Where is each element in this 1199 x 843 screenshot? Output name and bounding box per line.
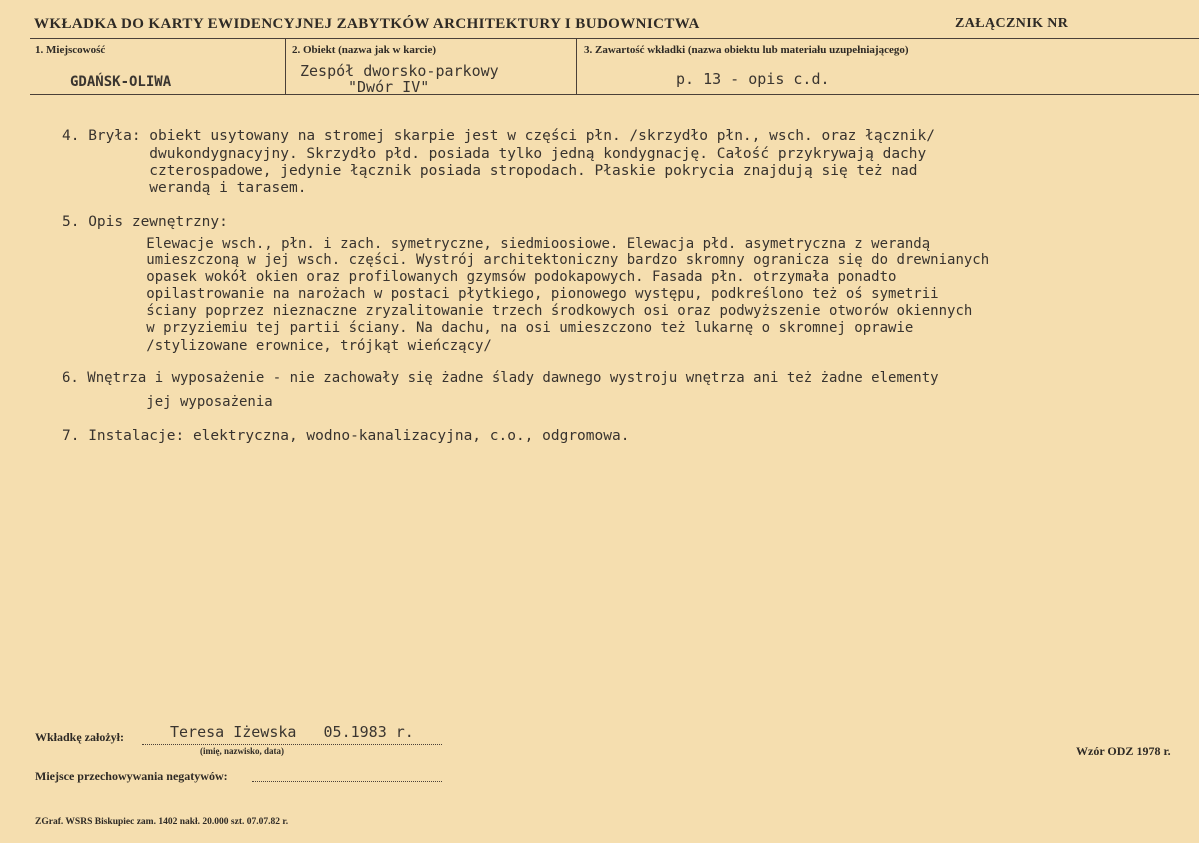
body-line: czterospadowe, jedynie łącznik posiada stropodach. Płaskie pokrycia znajdują się też nad [62, 163, 918, 179]
field-object-label: 2. Obiekt (nazwa jak w karcie) [292, 44, 437, 56]
field-divider-2 [576, 38, 577, 94]
field-contents-label: 3. Zawartość wkładki (nazwa obiektu lub materiału uzupełniającego) [584, 44, 909, 56]
body-line: werandą i tarasem. [62, 180, 307, 196]
field-contents-value: p. 13 - opis c.d. [676, 70, 830, 88]
fields-bottom-divider [30, 94, 1199, 95]
author-value: Teresa Iżewska 05.1983 r. [170, 723, 414, 741]
body-line: opasek wokół okien oraz profilowanych gzymsów podokapowych. Fasada płn. otrzymała ponadto [62, 269, 897, 285]
field-locality-label: 1. Miejscowość [35, 44, 106, 56]
body-line: dwukondygnacyjny. Skrzydło płd. posiada tylko jedną kondygnację. Całość przykrywają dachy [62, 146, 927, 162]
field-divider-1 [285, 38, 286, 94]
field-object-value-line2: "Dwór IV" [348, 78, 430, 96]
author-line [142, 744, 442, 745]
body-line: opilastrowanie na narożach w postaci płytkiego, pionowego występu, podkreślono też oś symetrii [62, 286, 939, 302]
attachment-number-label: ZAŁĄCZNIK NR [955, 16, 1069, 31]
header-divider [30, 38, 1199, 39]
body-line: 7. Instalacje: elektryczna, wodno-kanalizacyjna, c.o., odgromowa. [62, 428, 630, 444]
field-object-value-line1: Zespół dworsko-parkowy [300, 62, 499, 80]
body-line: 4. Bryła: obiekt usytowany na stromej skarpie jest w części płn. /skrzydło płn., wsch. oraz łącznik/ [62, 128, 935, 144]
body-line: 5. Opis zewnętrzny: [62, 214, 228, 230]
author-label: Wkładkę założył: [35, 730, 124, 744]
model-label: Wzór ODZ 1978 r. [1076, 744, 1171, 758]
body-line: /stylizowane erownice, trójkąt wieńczący/ [62, 338, 492, 354]
author-hint: (imię, nazwisko, data) [200, 746, 284, 756]
body-line: ściany poprzez nieznaczne zryzalitowanie trzech środkowych osi oraz podwyższenie otworów okiennych [62, 303, 973, 319]
print-info: ZGraf. WSRS Biskupiec zam. 1402 nakł. 20.000 szt. 07.07.82 r. [35, 817, 289, 827]
body-line: jej wyposażenia [62, 394, 273, 410]
body-line: w przyziemiu tej partii ściany. Na dachu, na osi umieszczono też lukarnę o skromnej oprawie [62, 320, 914, 336]
negative-storage-line [252, 781, 442, 782]
body-line: Elewacje wsch., płn. i zach. symetryczne, siedmioosiowe. Elewacja płd. asymetryczna z werandą [62, 236, 931, 252]
card-title: WKŁADKA DO KARTY EWIDENCYJNEJ ZABYTKÓW ARCHITEKTURY I BUDOWNICTWA [34, 16, 700, 32]
negative-storage-label: Miejsce przechowywania negatywów: [35, 769, 228, 783]
body-line: 6. Wnętrza i wyposażenie - nie zachowały się żadne ślady dawnego wystroju wnętrza ani też żadne elementy [62, 370, 939, 386]
body-line: umieszczoną w jej wsch. części. Wystrój architektoniczny bardzo skromny ogranicza się do drewnianych [62, 252, 990, 268]
field-locality-value: GDAŃSK-OLIWA [70, 74, 172, 90]
